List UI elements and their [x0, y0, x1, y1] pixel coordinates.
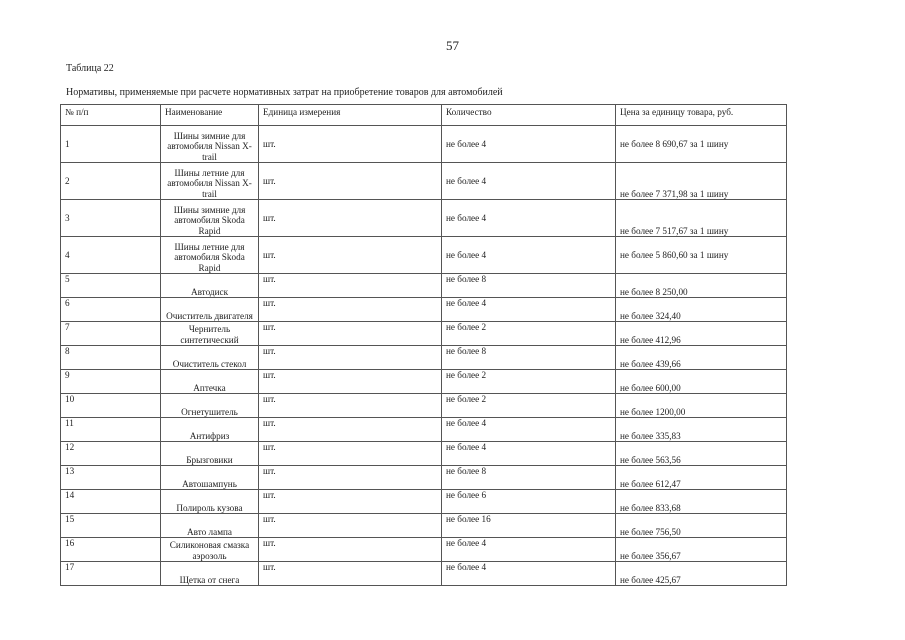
table-row — [61, 418, 787, 442]
cell-name: Силиконовая смазка аэрозоль — [161, 538, 259, 562]
cell-price: не более 412,96 — [616, 322, 787, 346]
cell-number: 8 — [61, 346, 161, 370]
cell-price: не более 425,67 — [616, 562, 787, 586]
cell-unit: шт. — [259, 298, 442, 322]
cell-quantity: не более 4 — [442, 538, 616, 562]
cell-name: Шины зимние для автомобиля Skoda Rapid — [161, 200, 259, 237]
cell-name: Шины зимние для автомобиля Nissan X-trail — [161, 126, 259, 163]
cell-quantity: не более 4 — [442, 237, 616, 274]
cell-number: 11 — [61, 418, 161, 442]
cell-price: не более 563,56 — [616, 442, 787, 466]
table-row — [61, 370, 787, 394]
cell-price: не более 600,00 — [616, 370, 787, 394]
cell-quantity: не более 4 — [442, 418, 616, 442]
table-row — [61, 490, 787, 514]
cell-unit: шт. — [259, 466, 442, 490]
cell-price: не более 324,40 — [616, 298, 787, 322]
cell-unit: шт. — [259, 346, 442, 370]
cell-price: не более 7 517,67 за 1 шину — [616, 200, 787, 237]
cell-unit: шт. — [259, 322, 442, 346]
cell-price: не более 439,66 — [616, 346, 787, 370]
cell-price: не более 756,50 — [616, 514, 787, 538]
cell-name: Очиститель двигателя — [161, 298, 259, 322]
table-label: Таблица 22 — [66, 63, 114, 74]
cell-name: Полироль кузова — [161, 490, 259, 514]
table-row — [61, 163, 787, 200]
cell-name: Огнетушитель — [161, 394, 259, 418]
cell-quantity: не более 8 — [442, 466, 616, 490]
cell-unit: шт. — [259, 200, 442, 237]
cell-unit: шт. — [259, 490, 442, 514]
cell-number: 4 — [61, 237, 161, 274]
cell-unit: шт. — [259, 418, 442, 442]
column-header-price: Цена за единицу товара, руб. — [616, 105, 787, 126]
cell-number: 6 — [61, 298, 161, 322]
cell-name: Чернитель синтетический — [161, 322, 259, 346]
cell-number: 14 — [61, 490, 161, 514]
cell-quantity: не более 4 — [442, 298, 616, 322]
cell-quantity: не более 4 — [442, 163, 616, 200]
table-row — [61, 562, 787, 586]
cell-quantity: не более 6 — [442, 490, 616, 514]
cell-number: 3 — [61, 200, 161, 237]
cell-price: не более 1200,00 — [616, 394, 787, 418]
table-row — [61, 274, 787, 298]
cell-unit: шт. — [259, 538, 442, 562]
cell-number: 2 — [61, 163, 161, 200]
cell-unit: шт. — [259, 163, 442, 200]
cell-quantity: не более 2 — [442, 370, 616, 394]
cell-price: не более 5 860,60 за 1 шину — [616, 237, 787, 274]
cell-quantity: не более 4 — [442, 126, 616, 163]
cell-unit: шт. — [259, 442, 442, 466]
cell-quantity: не более 4 — [442, 200, 616, 237]
column-header-name: Наименование — [161, 105, 259, 126]
cell-unit: шт. — [259, 514, 442, 538]
cell-number: 9 — [61, 370, 161, 394]
table-row — [61, 322, 787, 346]
cell-number: 5 — [61, 274, 161, 298]
table-caption: Нормативы, применяемые при расчете нормативных затрат на приобретение товаров для автомобилей — [66, 87, 503, 98]
cell-name: Автодиск — [161, 274, 259, 298]
cell-unit: шт. — [259, 394, 442, 418]
cell-price: не более 356,67 — [616, 538, 787, 562]
table-row — [61, 346, 787, 370]
cell-number: 15 — [61, 514, 161, 538]
cell-price: не более 8 250,00 — [616, 274, 787, 298]
table-header-row — [61, 105, 787, 126]
table-row — [61, 126, 787, 163]
page-number: 57 — [446, 38, 459, 53]
table-row — [61, 394, 787, 418]
cell-name: Авто лампа — [161, 514, 259, 538]
cell-quantity: не более 2 — [442, 322, 616, 346]
table-row — [61, 538, 787, 562]
table-row — [61, 298, 787, 322]
table-row — [61, 442, 787, 466]
table-row — [61, 466, 787, 490]
cell-price: не более 833,68 — [616, 490, 787, 514]
cell-number: 16 — [61, 538, 161, 562]
cell-quantity: не более 16 — [442, 514, 616, 538]
cell-name: Очиститель стекол — [161, 346, 259, 370]
cell-number: 17 — [61, 562, 161, 586]
cell-unit: шт. — [259, 370, 442, 394]
cell-quantity: не более 8 — [442, 346, 616, 370]
table-row — [61, 514, 787, 538]
cell-number: 7 — [61, 322, 161, 346]
cell-price: не более 8 690,67 за 1 шину — [616, 126, 787, 163]
cell-price: не более 335,83 — [616, 418, 787, 442]
cell-name: Шины летние для автомобиля Skoda Rapid — [161, 237, 259, 274]
cell-unit: шт. — [259, 237, 442, 274]
column-header-num: № п/п — [61, 105, 161, 126]
cell-name: Антифриз — [161, 418, 259, 442]
cell-quantity: не более 4 — [442, 562, 616, 586]
norms-table — [60, 104, 787, 586]
cell-quantity: не более 4 — [442, 442, 616, 466]
table-body — [61, 126, 787, 586]
cell-number: 10 — [61, 394, 161, 418]
table-row — [61, 200, 787, 237]
column-header-quantity: Количество — [442, 105, 616, 126]
cell-name: Автошампунь — [161, 466, 259, 490]
cell-unit: шт. — [259, 274, 442, 298]
cell-unit: шт. — [259, 126, 442, 163]
cell-name: Аптечка — [161, 370, 259, 394]
column-header-unit: Единица измерения — [259, 105, 442, 126]
cell-unit: шт. — [259, 562, 442, 586]
cell-price: не более 612,47 — [616, 466, 787, 490]
cell-name: Шины летние для автомобиля Nissan X-trail — [161, 163, 259, 200]
cell-number: 1 — [61, 126, 161, 163]
cell-name: Брызговики — [161, 442, 259, 466]
table-row — [61, 237, 787, 274]
cell-price: не более 7 371,98 за 1 шину — [616, 163, 787, 200]
cell-number: 13 — [61, 466, 161, 490]
cell-quantity: не более 2 — [442, 394, 616, 418]
cell-number: 12 — [61, 442, 161, 466]
cell-quantity: не более 8 — [442, 274, 616, 298]
cell-name: Щетка от снега — [161, 562, 259, 586]
